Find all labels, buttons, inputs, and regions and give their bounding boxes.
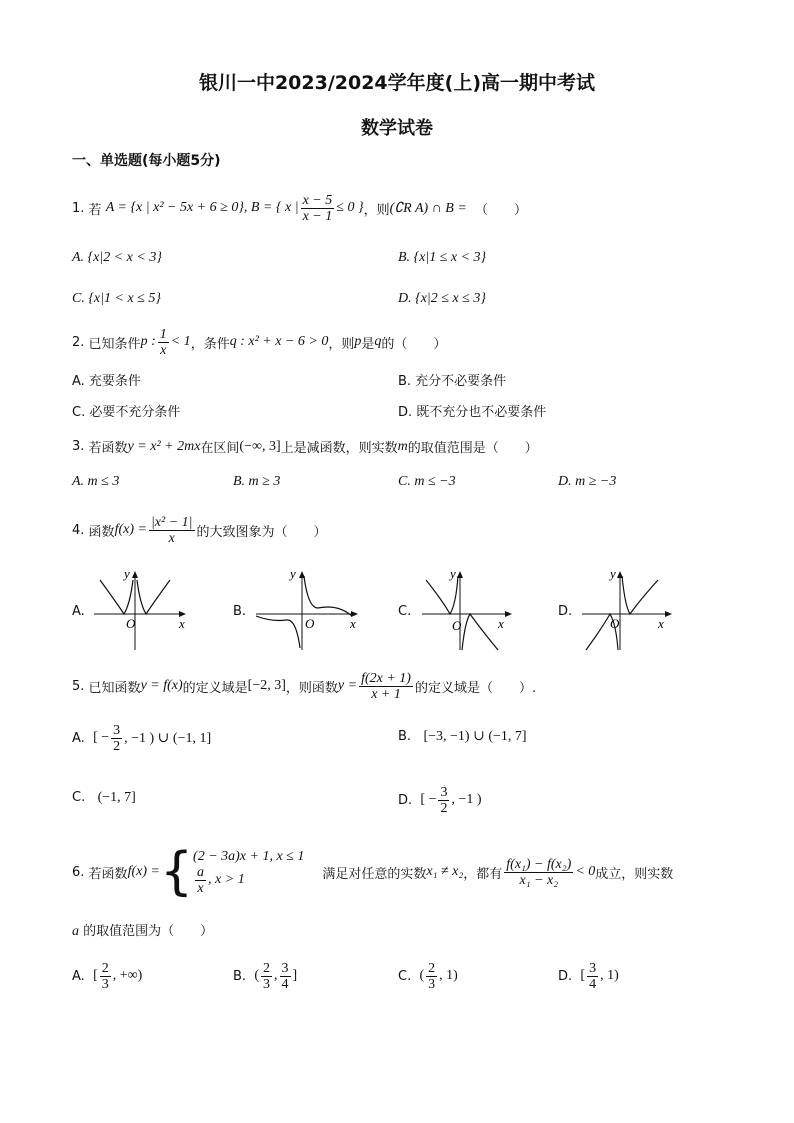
q4-graph-a-svg [90,566,190,652]
q2-stem-b: ，条件 [190,336,230,352]
q3-tail: 的取值范围是（ ） [407,441,538,456]
q1-paren: （ ） [475,202,528,218]
exam-subtitle: 数学试卷 [361,118,433,139]
q2-p-rest: < 1 [170,334,191,349]
q5-domain: [−2, 3] [247,678,286,693]
q4-fx: f(x) = [114,522,147,537]
q6-stem-b: 满足对任意的实数 [322,866,427,882]
x-axis-arrow [665,611,672,617]
q4-graph-c-svg [418,566,518,652]
q2-option-c[interactable]: C. 必要不充分条件 [72,405,181,420]
question-3 [72,437,538,456]
q6-stem-c: ，都有 [463,866,503,882]
origin-label: O [610,616,620,631]
q6-cases [193,849,304,896]
q6-option-c[interactable]: C. ( $\frac{2}{3}$ , 1) [398,960,458,992]
q2-stem-c: ，则 [328,336,355,352]
origin-label: O [126,616,136,631]
curve-left [256,616,300,648]
q4-fraction: $\frac{\text{|x² − 1|}}{x}$ [150,514,193,546]
q1-set-b-fraction: $\frac{x - 5}{x - 1}$ [302,192,333,224]
q2-is: 是 [361,336,375,352]
q6-ratio-rest: < 0 [575,864,596,879]
q2-p-fraction: $\frac{1}{x}$ [159,326,167,358]
question-2 [72,322,446,362]
q3-option-b[interactable]: B. m ≥ 3 [233,474,281,489]
q4-graph-a[interactable] [90,566,190,652]
curve-left [100,580,133,614]
curve-right [304,576,352,616]
q3-option-d[interactable]: D. m ≥ −3 [558,474,617,489]
q5-tail: 的定义域是（ ）. [414,680,537,696]
q3-option-a[interactable]: A. m ≤ 3 [72,474,120,489]
question-6 [72,838,673,906]
q6-stem-a: 若函数 [88,866,128,882]
q1-expr: (∁R A) ∩ B = [389,200,467,216]
q6-number: 6. [72,864,85,880]
q3-stem-c: 上是减函数，则实数 [280,441,398,456]
q4-graph-d-svg [578,566,678,652]
x-label: x [658,616,664,631]
q6-case-1: (2 − 3a)x + 1, x ≤ 1 [193,848,305,864]
q1-option-b[interactable]: B. {x|1 ≤ x < 3} [398,250,487,265]
q3-stem-a: 若函数 [88,441,128,456]
exam-title: 银川一中2023/2024学年度(上)高一期中考试 [198,72,596,94]
q3-option-c[interactable]: C. m ≤ −3 [398,474,456,489]
q2-pv: p [354,334,362,349]
question-4 [72,508,327,552]
q4-graph-b-svg [252,566,362,652]
q1-prefix: 若 [88,202,102,218]
y-label: y [290,566,296,581]
q5-option-b[interactable]: B. [−3, −1) ∪ (−1, 7] [398,729,527,744]
q2-tail: 的（ ） [381,336,447,352]
q3-m: m [397,438,408,454]
y-label: y [124,566,130,581]
y-label: y [450,566,456,581]
section-heading: 一、单选题(每小题5分) [72,153,221,169]
origin-label: O [305,616,315,631]
q4-stem-a: 函数 [88,524,115,540]
x-label: x [179,616,185,631]
q2-q: q : x² + x − 6 > 0 [229,334,329,349]
x-label: x [350,616,356,631]
origin-label: O [452,618,462,633]
q5-option-a[interactable]: A. [ − $\frac{3}{2}$ , −1 ) ∪ (−1, 1] [72,722,212,754]
curve-left [426,576,458,614]
q6-line-2 [72,920,213,940]
q5-option-c[interactable]: C. (−1, 7] [72,790,136,805]
q6-line2-tail: 的取值范围为（ ） [83,924,214,939]
q1-option-d[interactable]: D. {x|2 ≤ x ≤ 3} [398,291,486,306]
x-label: x [498,616,504,631]
q2-stem-a: 已知条件 [88,336,141,352]
q2-option-a[interactable]: A. 充要条件 [72,374,141,389]
q6-option-d[interactable]: D. [ $\frac{3}{4}$ , 1) [558,960,619,992]
q2-number: 2. [72,334,85,350]
q1-set-b-prefix: , B = { x | [243,200,299,215]
q6-option-b[interactable]: B. ( $\frac{2}{3}$ , $\frac{3}{4}$ ] [233,960,298,992]
q1-option-a[interactable]: A. {x|2 < x < 3} [72,250,162,265]
q2-p: p : [140,334,156,349]
curve-right [137,580,170,614]
curve-right [622,576,658,614]
question-5 [72,664,536,708]
q5-g: y = [337,678,358,693]
q1-ask: ，则 [363,202,390,218]
q5-fraction: $\frac{f(2x + 1)}{x + 1}$ [361,670,411,702]
q6-brace: { [159,842,194,902]
q6-fx: f(x) = [127,864,160,879]
q2-option-d[interactable]: D. 既不充分也不必要条件 [398,405,547,420]
q4-tail: 的大致图象为（ ） [196,524,327,540]
q6-option-a[interactable]: A. [ $\frac{2}{3}$ , +∞) [72,960,143,992]
curve-right [462,614,498,650]
q1-number: 1. [72,200,85,216]
q6-ratio: $\frac{\text{f(x₁) − f(x₂)}}{\text{x₁ − x₂}}$ [506,856,572,888]
q5-number: 5. [72,678,85,694]
q2-qv: q [374,334,382,349]
q1-set-b-suffix: ≤ 0 } [336,200,364,215]
q1-set-a: A = {x | x² − 5x + 6 ≥ 0} [105,200,244,215]
q4-graph-b[interactable] [252,566,362,652]
q6-cond: x₁ ≠ x₂ [426,864,464,879]
q6-stem-d: 成立，则实数 [595,866,674,882]
x-axis-arrow [505,611,512,617]
q4-option-c-label[interactable]: C. [398,604,412,619]
q4-number: 4. [72,522,85,538]
question-1 [72,188,527,228]
q6-case-2: $\frac{a}{x}$ , x > 1 [197,864,245,896]
q4-option-b-label[interactable]: B. [233,604,247,619]
q4-graph-c[interactable] [418,566,518,652]
q4-graph-d[interactable] [578,566,678,652]
y-axis-arrow [132,571,138,578]
q5-stem-a: 已知函数 [88,680,141,696]
q4-option-d-label[interactable]: D. [558,604,573,619]
q3-fn: y = x² + 2mx [127,438,201,454]
q5-fn: y = f(x) [140,678,183,693]
q4-option-a-label[interactable]: A. [72,604,85,619]
y-label: y [610,566,616,581]
q5-stem-b: 的定义域是 [182,680,248,696]
q5-option-d[interactable]: D. [ − $\frac{3}{2}$ , −1 ) [398,784,482,816]
q3-stem-b: 在区间 [200,441,240,456]
q6-a: a [72,924,79,939]
q5-stem-c: ，则函数 [285,680,338,696]
q2-option-b[interactable]: B. 充分不必要条件 [398,374,507,389]
q1-option-c[interactable]: C. {x|1 < x ≤ 5} [72,291,161,306]
q3-number: 3. [72,439,85,454]
q3-interval: (−∞, 3] [239,438,281,454]
